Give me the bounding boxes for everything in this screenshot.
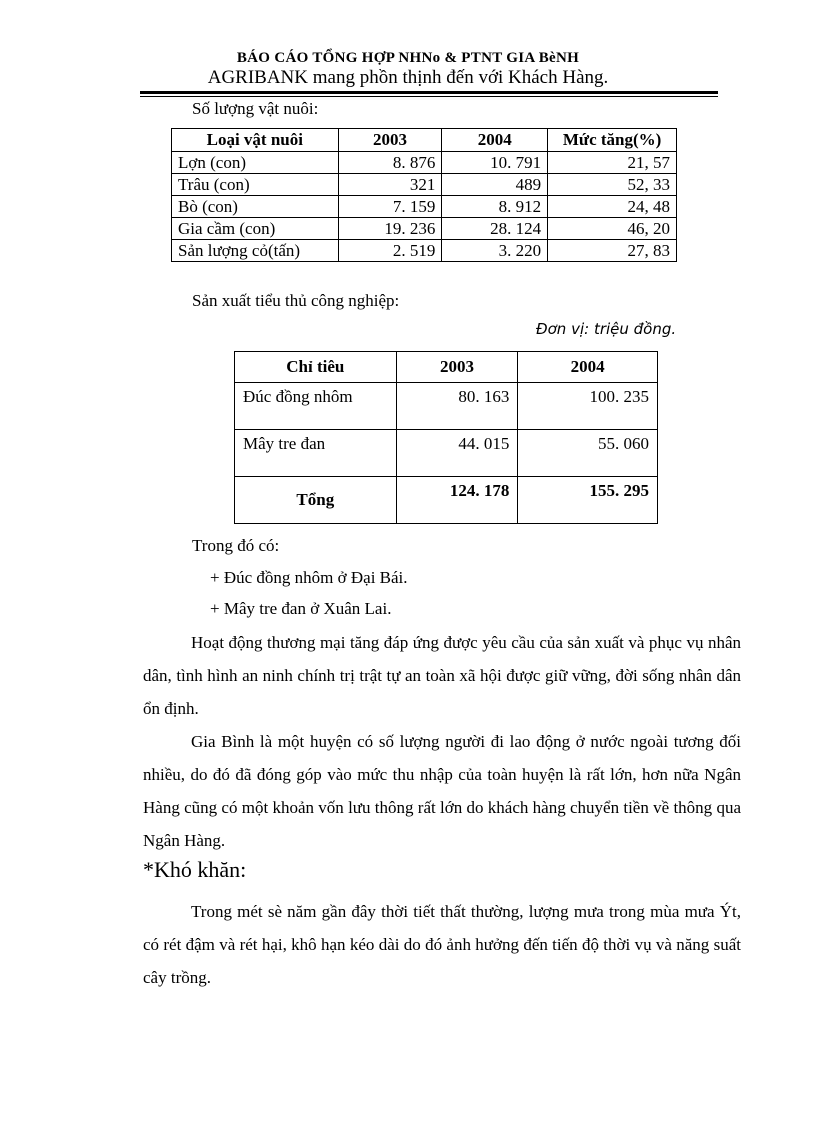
- table-row: [172, 174, 677, 196]
- table-cell: Mây tre đan: [235, 430, 397, 477]
- table-cell: 46, 20: [548, 218, 677, 240]
- column-header: Chỉ tiêu: [235, 352, 397, 383]
- notes-intro: Trong đó có:: [192, 536, 280, 555]
- industry-title: Sản xuất tiểu thủ công nghiệp:: [192, 291, 400, 310]
- table-cell: Gia cầm (con): [172, 218, 339, 240]
- table-cell: 10. 791: [442, 152, 548, 174]
- table-cell: 44. 015: [396, 430, 518, 477]
- table-cell: 28. 124: [442, 218, 548, 240]
- paragraph: Hoạt động thương mại tăng đáp ứng được yêu cầu của sản xuất và phục vụ nhân dân, tình hình an ninh chính trị trật tự an toàn xã hội được giữ vững, đời sống nhân dân ổn định.: [143, 633, 741, 718]
- table-row: [235, 430, 658, 477]
- column-header: Mức tăng(%): [548, 129, 677, 152]
- difficulties-heading: *Khó khăn:: [143, 857, 247, 882]
- livestock-title: Số lượng vật nuôi:: [192, 99, 319, 118]
- industry-table: [234, 351, 658, 524]
- table-row: [172, 152, 677, 174]
- livestock-table: [171, 128, 677, 262]
- table-header-row: [235, 352, 658, 383]
- table-cell: 2. 519: [338, 240, 442, 262]
- table-cell: Đúc đồng nhôm: [235, 383, 397, 430]
- difficulties-text: [143, 895, 741, 994]
- table-cell: 8. 912: [442, 196, 548, 218]
- table-row: [172, 240, 677, 262]
- table-cell: 155. 295: [518, 477, 658, 524]
- table-cell: 27, 83: [548, 240, 677, 262]
- report-header-slogan: AGRIBANK mang phồn thịnh đến với Khách Hàng.: [207, 67, 609, 88]
- column-header: 2003: [338, 129, 442, 152]
- report-header-title: BÁO CÁO TỔNG HỢP NHNo & PTNT GIA BèNH: [236, 50, 580, 66]
- table-total-row: [235, 477, 658, 524]
- table-cell: 19. 236: [338, 218, 442, 240]
- table-row: [235, 383, 658, 430]
- table-cell: 489: [442, 174, 548, 196]
- paragraph: Gia Bình là một huyện có số lượng người đi lao động ở nước ngoài tương đối nhiều, do đó đã đóng góp vào mức thu nhập của toàn huyện là rất lớn, hơn nữa Ngân Hàng cũng có một khoản vốn lưu thông rất lớn do khách hàng chuyển tiền về thông qua Ngân Hàng.: [143, 732, 741, 850]
- table-cell: 55. 060: [518, 430, 658, 477]
- paragraph: Trong mét sè năm gần đây thời tiết thất thường, lượng mưa trong mùa mưa Ýt, có rét đậm và rét hại, khô hạn kéo dài do đó ảnh hưởng đến tiến độ thời vụ và năng suất cây trồng.: [143, 902, 741, 987]
- table-cell: Lợn (con): [172, 152, 339, 174]
- table-row: [172, 218, 677, 240]
- column-header: 2003: [396, 352, 518, 383]
- table-row: [172, 196, 677, 218]
- table-cell: 24, 48: [548, 196, 677, 218]
- column-header: 2004: [442, 129, 548, 152]
- table-cell: 21, 57: [548, 152, 677, 174]
- table-header-row: [172, 129, 677, 152]
- table-cell: Tổng: [235, 477, 397, 524]
- table-cell: 52, 33: [548, 174, 677, 196]
- body-text: [143, 626, 741, 857]
- column-header: 2004: [518, 352, 658, 383]
- table-cell: Sản lượng cỏ(tấn): [172, 240, 339, 262]
- table-cell: Trâu (con): [172, 174, 339, 196]
- notes-item: + Mây tre đan ở Xuân Lai.: [210, 599, 392, 618]
- table-cell: 100. 235: [518, 383, 658, 430]
- table-cell: 7. 159: [338, 196, 442, 218]
- table-cell: Bò (con): [172, 196, 339, 218]
- table-cell: 124. 178: [396, 477, 518, 524]
- column-header: Loại vật nuôi: [172, 129, 339, 152]
- notes-item: + Đúc đồng nhôm ở Đại Bái.: [210, 568, 408, 587]
- table-cell: 8. 876: [338, 152, 442, 174]
- industry-unit-note: Đơn vị: triệu đồng.: [536, 320, 677, 338]
- header-rule-thin: [140, 96, 718, 97]
- header-rule-thick: [140, 91, 718, 94]
- table-cell: 3. 220: [442, 240, 548, 262]
- table-cell: 321: [338, 174, 442, 196]
- table-cell: 80. 163: [396, 383, 518, 430]
